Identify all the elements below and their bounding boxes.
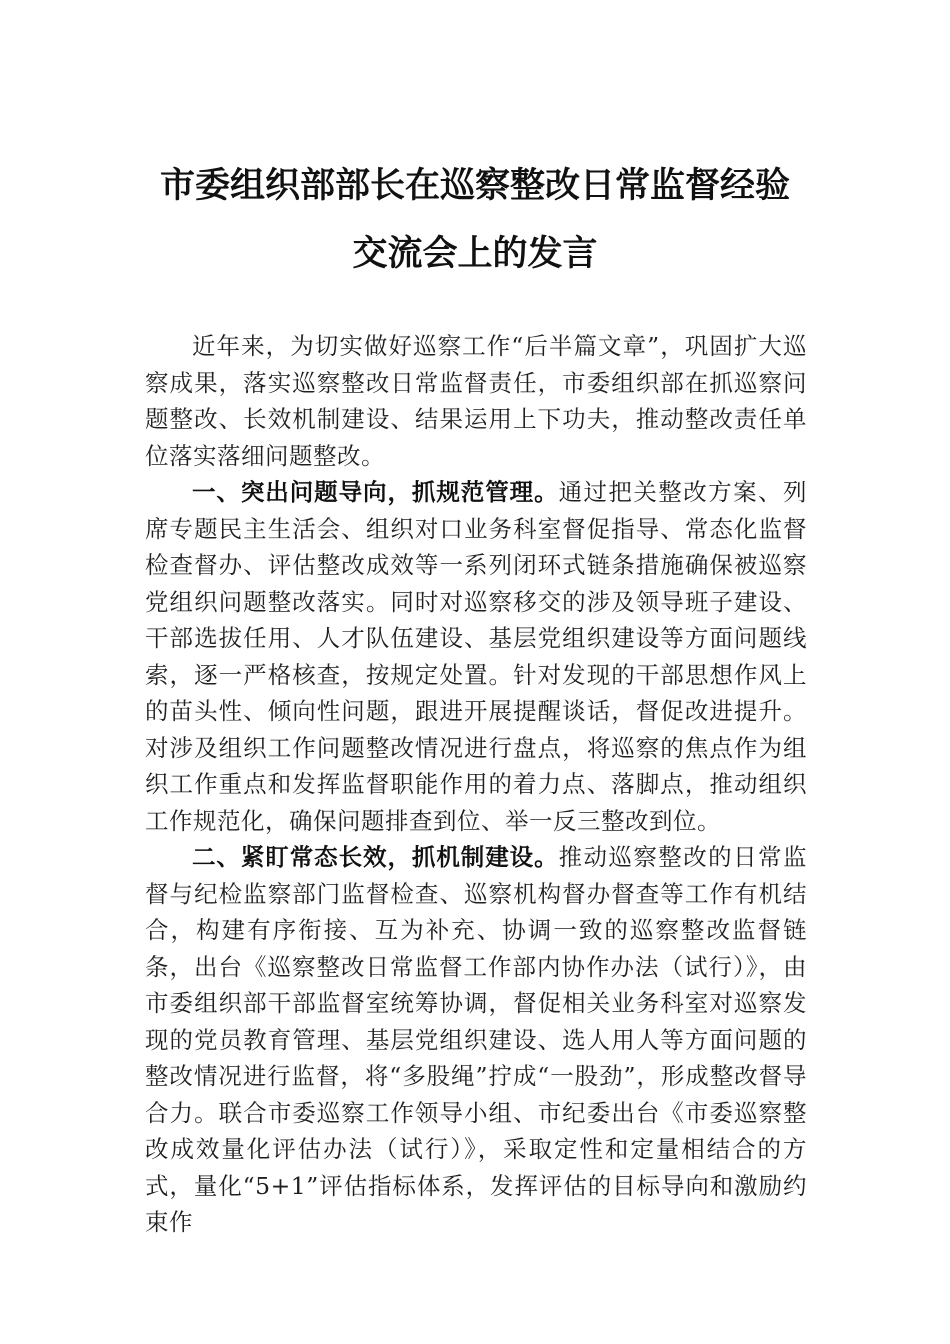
section-2-text: 推动巡察整改的日常监督与纪检监察部门监督检查、巡察机构督办督查等工作有机结合，构建有序衔接、互为补充、协调一致的巡察整改监督链条，出台《巡察整改日常监督工作部内协作办法（试行）》，由市委组织部干部监督室统筹协调，督促相关业务科室对巡察发现的党员教育管理、基层党组织建设、选人用人等方面问题的整改情况进行监督，将“多股绳”拧成“一股劲”，形成整改督导合力。联合市委巡察工作领导小组、市纪委出台《市委巡察整改成效量化评估办法（试行）》，采取定性和定量相结合的方式，量化“5+1”评估指标体系，发挥评估的目标导向和激励约束作 xyxy=(145,843,807,1236)
paragraph-section-1 xyxy=(145,474,807,839)
section-1-heading: 一、突出问题导向，抓规范管理。 xyxy=(192,478,559,506)
paragraph-intro xyxy=(145,328,807,474)
document-title-line-2: 交流会上的发言 xyxy=(352,234,598,274)
document-body xyxy=(145,328,807,1241)
section-1-text: 通过把关整改方案、列席专题民主生活会、组织对口业务科室督促指导、常态化监督检查督办、评估整改成效等一系列闭环式链条措施确保被巡察党组织问题整改落实。同时对巡察移交的涉及领导班子建设、干部选拔任用、人才队伍建设、基层党组织建设等方面问题线索，逐一严格核查，按规定处置。针对发现的干部思想作风上的苗头性、倾向性问题，跟进开展提醒谈话，督促改进提升。对涉及组织工作问题整改情况进行盘点，将巡察的焦点作为组织工作重点和发挥监督职能作用的着力点、落脚点，推动组织工作规范化，确保问题排查到位、举一反三整改到位。 xyxy=(145,478,807,835)
section-2-heading: 二、紧盯常态长效，抓机制建设。 xyxy=(192,843,559,871)
paragraph-intro-text: 近年来，为切实做好巡察工作“后半篇文章”，巩固扩大巡察成果，落实巡察整改日常监督责任，市委组织部在抓巡察问题整改、长效机制建设、结果运用上下功夫，推动整改责任单位落实落细问题整改。 xyxy=(145,332,807,470)
document-title-line-1: 市委组织部部长在巡察整改日常监督经验 xyxy=(159,166,790,206)
paragraph-section-2 xyxy=(145,839,807,1241)
